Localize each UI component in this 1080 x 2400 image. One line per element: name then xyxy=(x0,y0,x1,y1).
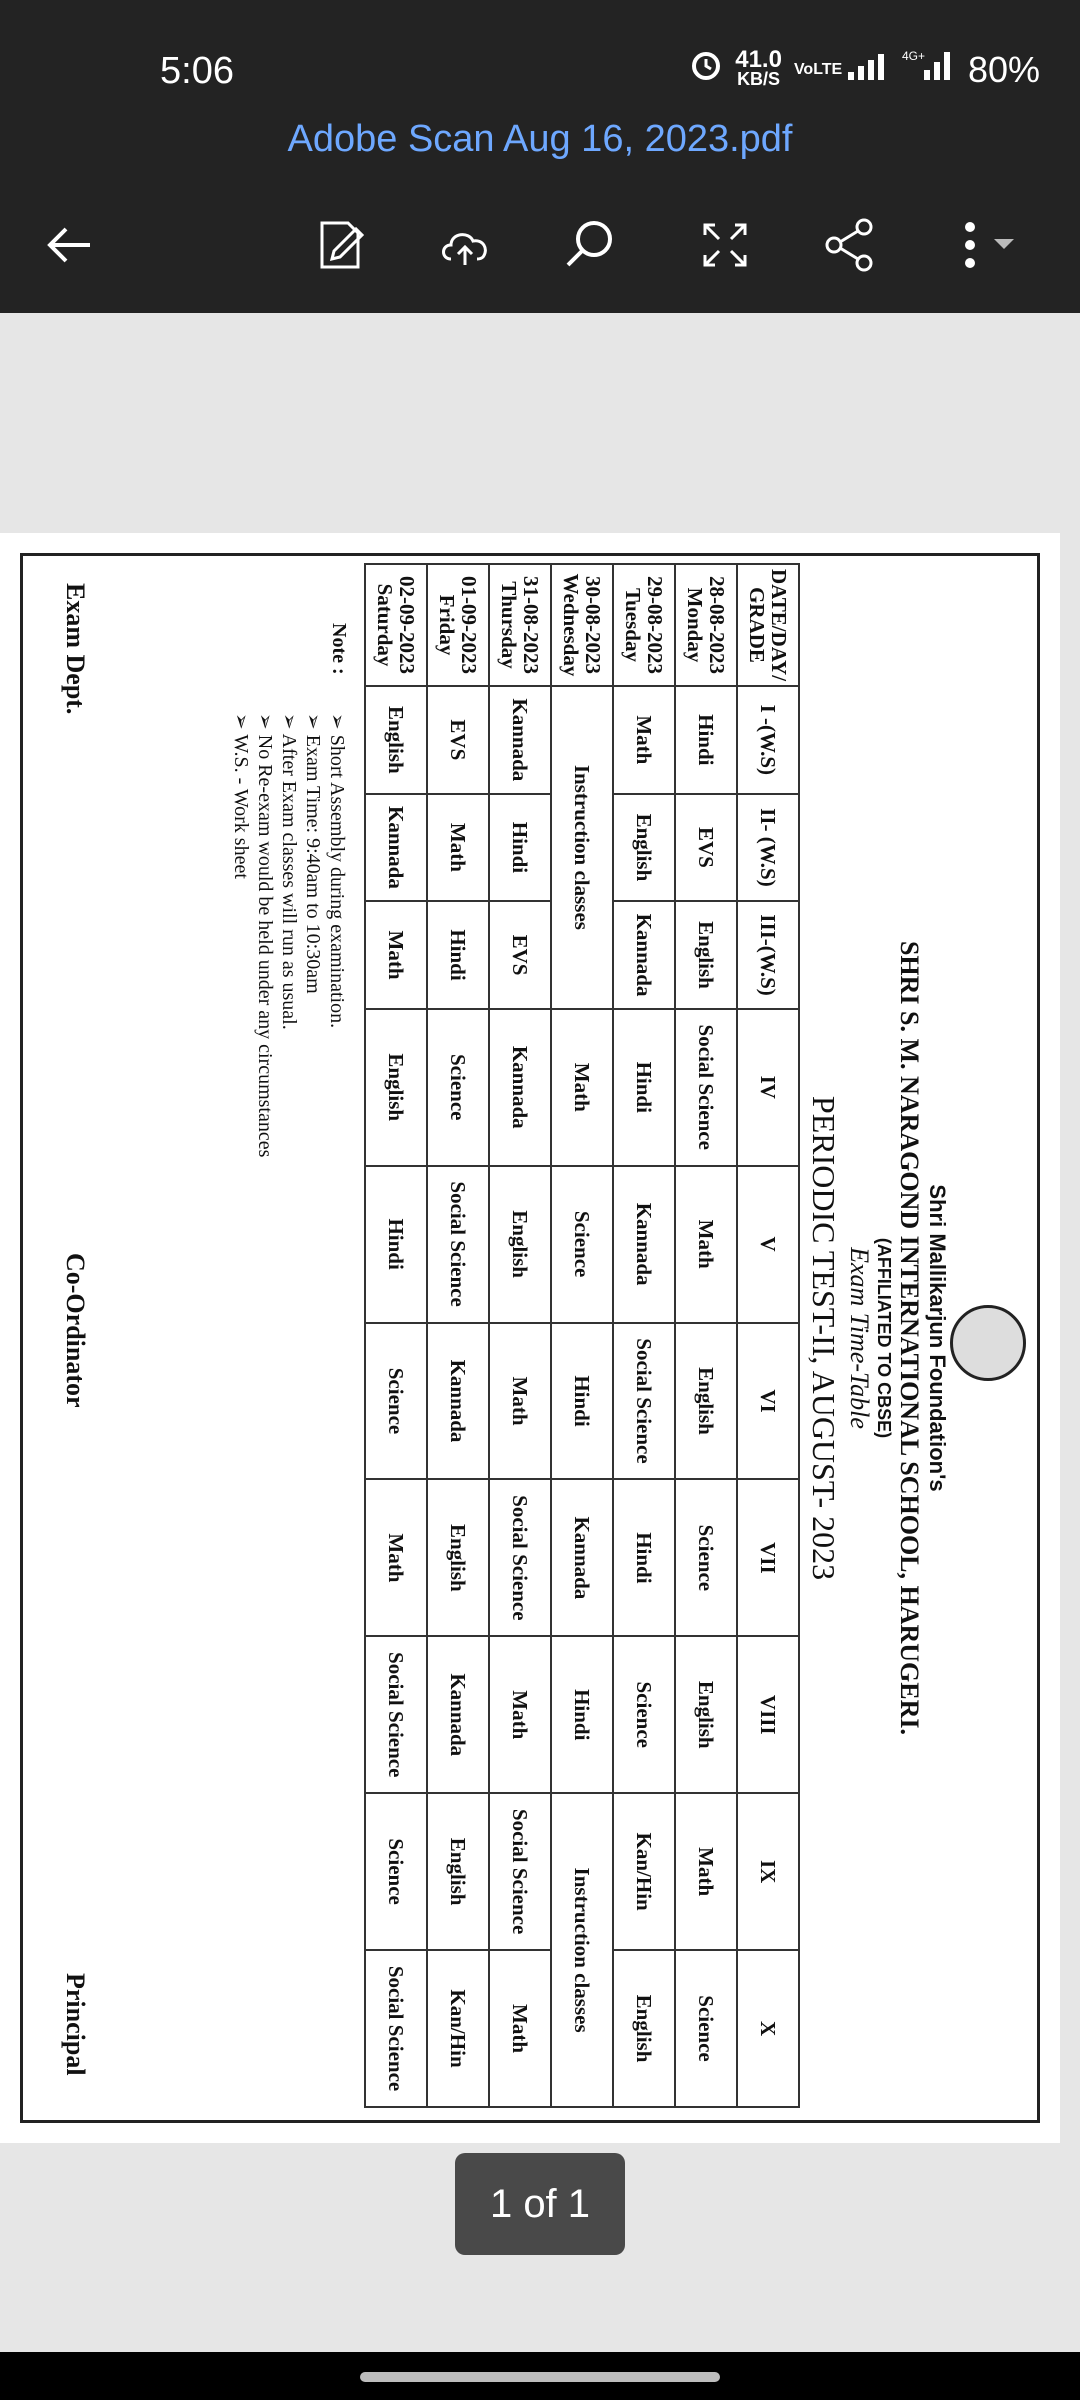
subject-cell: Kannada xyxy=(427,1636,489,1793)
subject-cell: Hindi xyxy=(365,1166,427,1323)
subject-cell: Math xyxy=(365,1479,427,1636)
subject-cell: Science xyxy=(613,1636,675,1793)
col-header: II- (W.S) xyxy=(737,794,799,902)
note-item: ➢ No Re-exam would be held under any circumstances xyxy=(254,713,278,1157)
subject-cell: Kannada xyxy=(365,794,427,902)
subject-cell: Social Science xyxy=(613,1323,675,1480)
subject-cell: Hindi xyxy=(675,686,737,794)
subject-cell: Social Science xyxy=(489,1479,551,1636)
date-cell: 31-08-2023 Thursday xyxy=(489,564,551,686)
subject-cell: Science xyxy=(365,1323,427,1480)
subject-cell: EVS xyxy=(675,794,737,902)
subject-cell: Math xyxy=(489,1950,551,2107)
merged-instruction-cell: Instruction classes xyxy=(551,1793,613,2107)
table-row xyxy=(613,564,675,2107)
fullscreen-icon[interactable] xyxy=(680,200,770,290)
subject-cell: English xyxy=(427,1479,489,1636)
subject-cell: Kan/Hin xyxy=(613,1793,675,1950)
edit-icon[interactable] xyxy=(295,200,385,290)
timetable-header-row xyxy=(737,564,799,2107)
share-icon[interactable] xyxy=(805,200,895,290)
subject-cell: Kannada xyxy=(427,1323,489,1480)
col-header: III-(W.S) xyxy=(737,901,799,1009)
school-name: SHRI S. M. NARAGOND INTERNATIONAL SCHOOL, HARUGERI. xyxy=(895,940,924,1736)
note-item: ➢ W.S. - Work sheet xyxy=(230,713,254,1157)
col-header: X xyxy=(737,1950,799,2107)
col-header: VI xyxy=(737,1323,799,1480)
net-speed: 41.0 KB/S xyxy=(735,46,782,89)
more-icon[interactable] xyxy=(940,200,1050,290)
date-cell: 02-09-2023 Saturday xyxy=(365,564,427,686)
date-cell: 28-08-2023 Monday xyxy=(675,564,737,686)
timetable xyxy=(364,563,800,2108)
test-name: PERIODIC TEST-II, AUGUST- 2023 xyxy=(806,1095,842,1581)
system-nav-bar xyxy=(0,2352,1080,2400)
table-row xyxy=(427,564,489,2107)
col-header: VIII xyxy=(737,1636,799,1793)
volte-badge: VoLTE xyxy=(793,60,843,78)
app-top-bar xyxy=(0,0,1080,313)
subject-cell: Hindi xyxy=(489,794,551,902)
subject-cell: Math xyxy=(489,1636,551,1793)
subject-cell: Math xyxy=(675,1166,737,1323)
subject-cell: English xyxy=(613,794,675,902)
document-viewer[interactable] xyxy=(0,313,1080,2400)
subject-cell: Social Science xyxy=(489,1793,551,1950)
subject-cell: Social Science xyxy=(675,1009,737,1166)
toolbar xyxy=(0,200,1080,290)
subject-cell: Math xyxy=(551,1009,613,1166)
subject-cell: EVS xyxy=(489,901,551,1009)
alarm-icon xyxy=(689,48,723,91)
subject-cell: Hindi xyxy=(551,1636,613,1793)
doc-type: Exam Time-Table xyxy=(845,1247,874,1429)
note-item: ➢ Exam Time: 9:40am to 10:30am xyxy=(302,713,326,1157)
subject-cell: Kannada xyxy=(489,686,551,794)
subject-cell: Science xyxy=(427,1009,489,1166)
subject-cell: Math xyxy=(675,1793,737,1950)
col-header: DATE/DAY/ GRADE xyxy=(737,564,799,686)
cloud-upload-icon[interactable] xyxy=(420,200,510,290)
table-row xyxy=(551,564,613,2107)
subject-cell: Hindi xyxy=(551,1323,613,1480)
back-arrow-icon[interactable] xyxy=(25,200,115,290)
col-header: V xyxy=(737,1166,799,1323)
pdf-page[interactable] xyxy=(0,533,1060,2143)
date-cell: 01-09-2023 Friday xyxy=(427,564,489,686)
coordinator-signature: Co-Ordinator xyxy=(61,1253,90,1408)
affiliation: (AFFILIATED TO CBSE) xyxy=(874,1237,894,1439)
subject-cell: Science xyxy=(365,1793,427,1950)
col-header: I -(W.S) xyxy=(737,686,799,794)
subject-cell: EVS xyxy=(427,686,489,794)
subject-cell: English xyxy=(675,1323,737,1480)
svg-text:4G+: 4G+ xyxy=(901,49,925,63)
date-cell: 30-08-2023 Wednesday xyxy=(551,564,613,686)
subject-cell: Kannada xyxy=(613,901,675,1009)
subject-cell: Hindi xyxy=(427,901,489,1009)
subject-cell: Social Science xyxy=(427,1166,489,1323)
subject-cell: Math xyxy=(489,1323,551,1480)
subject-cell: English xyxy=(613,1950,675,2107)
merged-instruction-cell: Instruction classes xyxy=(551,686,613,1009)
subject-cell: Hindi xyxy=(613,1479,675,1636)
page-indicator: 1 of 1 xyxy=(455,2153,625,2255)
foundation-name: Shri Mallikarjun Foundation's xyxy=(925,1184,950,1492)
search-icon[interactable] xyxy=(545,200,635,290)
subject-cell: Social Science xyxy=(365,1636,427,1793)
subject-cell: Math xyxy=(613,686,675,794)
subject-cell: English xyxy=(365,686,427,794)
table-row xyxy=(675,564,737,2107)
subject-cell: English xyxy=(489,1166,551,1323)
subject-cell: Kan/Hin xyxy=(427,1950,489,2107)
home-handle[interactable] xyxy=(360,2372,720,2382)
subject-cell: Science xyxy=(675,1479,737,1636)
table-row xyxy=(365,564,427,2107)
document-title[interactable]: Adobe Scan Aug 16, 2023.pdf xyxy=(287,118,793,160)
battery-level: 80% xyxy=(967,48,1040,90)
subject-cell: Kannada xyxy=(489,1009,551,1166)
note-item: ➢ After Exam classes will run as usual. xyxy=(278,713,302,1157)
subject-cell: Science xyxy=(551,1166,613,1323)
note-item: ➢ Short Assembly during examination. xyxy=(326,713,350,1157)
rotated-page-content xyxy=(20,553,1040,2123)
exam-dept-signature: Exam Dept. xyxy=(61,583,90,715)
school-logo xyxy=(950,1305,1026,1381)
subject-cell: Social Science xyxy=(365,1950,427,2107)
subject-cell: Math xyxy=(427,794,489,902)
status-icons xyxy=(689,48,1040,91)
col-header: IX xyxy=(737,1793,799,1950)
subject-cell: English xyxy=(675,1636,737,1793)
signal-icon xyxy=(846,49,890,91)
table-row xyxy=(489,564,551,2107)
col-header: VII xyxy=(737,1479,799,1636)
notes-list xyxy=(230,713,350,1157)
principal-signature: Principal xyxy=(61,1973,90,2076)
subject-cell: English xyxy=(365,1009,427,1166)
subject-cell: Kannada xyxy=(613,1166,675,1323)
subject-cell: English xyxy=(427,1793,489,1950)
date-cell: 29-08-2023 Tuesday xyxy=(613,564,675,686)
subject-cell: Hindi xyxy=(613,1009,675,1166)
subject-cell: English xyxy=(675,901,737,1009)
status-time: 5:06 xyxy=(160,50,234,92)
subject-cell: Kannada xyxy=(551,1479,613,1636)
subject-cell: Math xyxy=(365,901,427,1009)
col-header: IV xyxy=(737,1009,799,1166)
subject-cell: Science xyxy=(675,1950,737,2107)
notes-label: Note : xyxy=(328,623,350,675)
signal-4g-icon xyxy=(902,48,956,91)
